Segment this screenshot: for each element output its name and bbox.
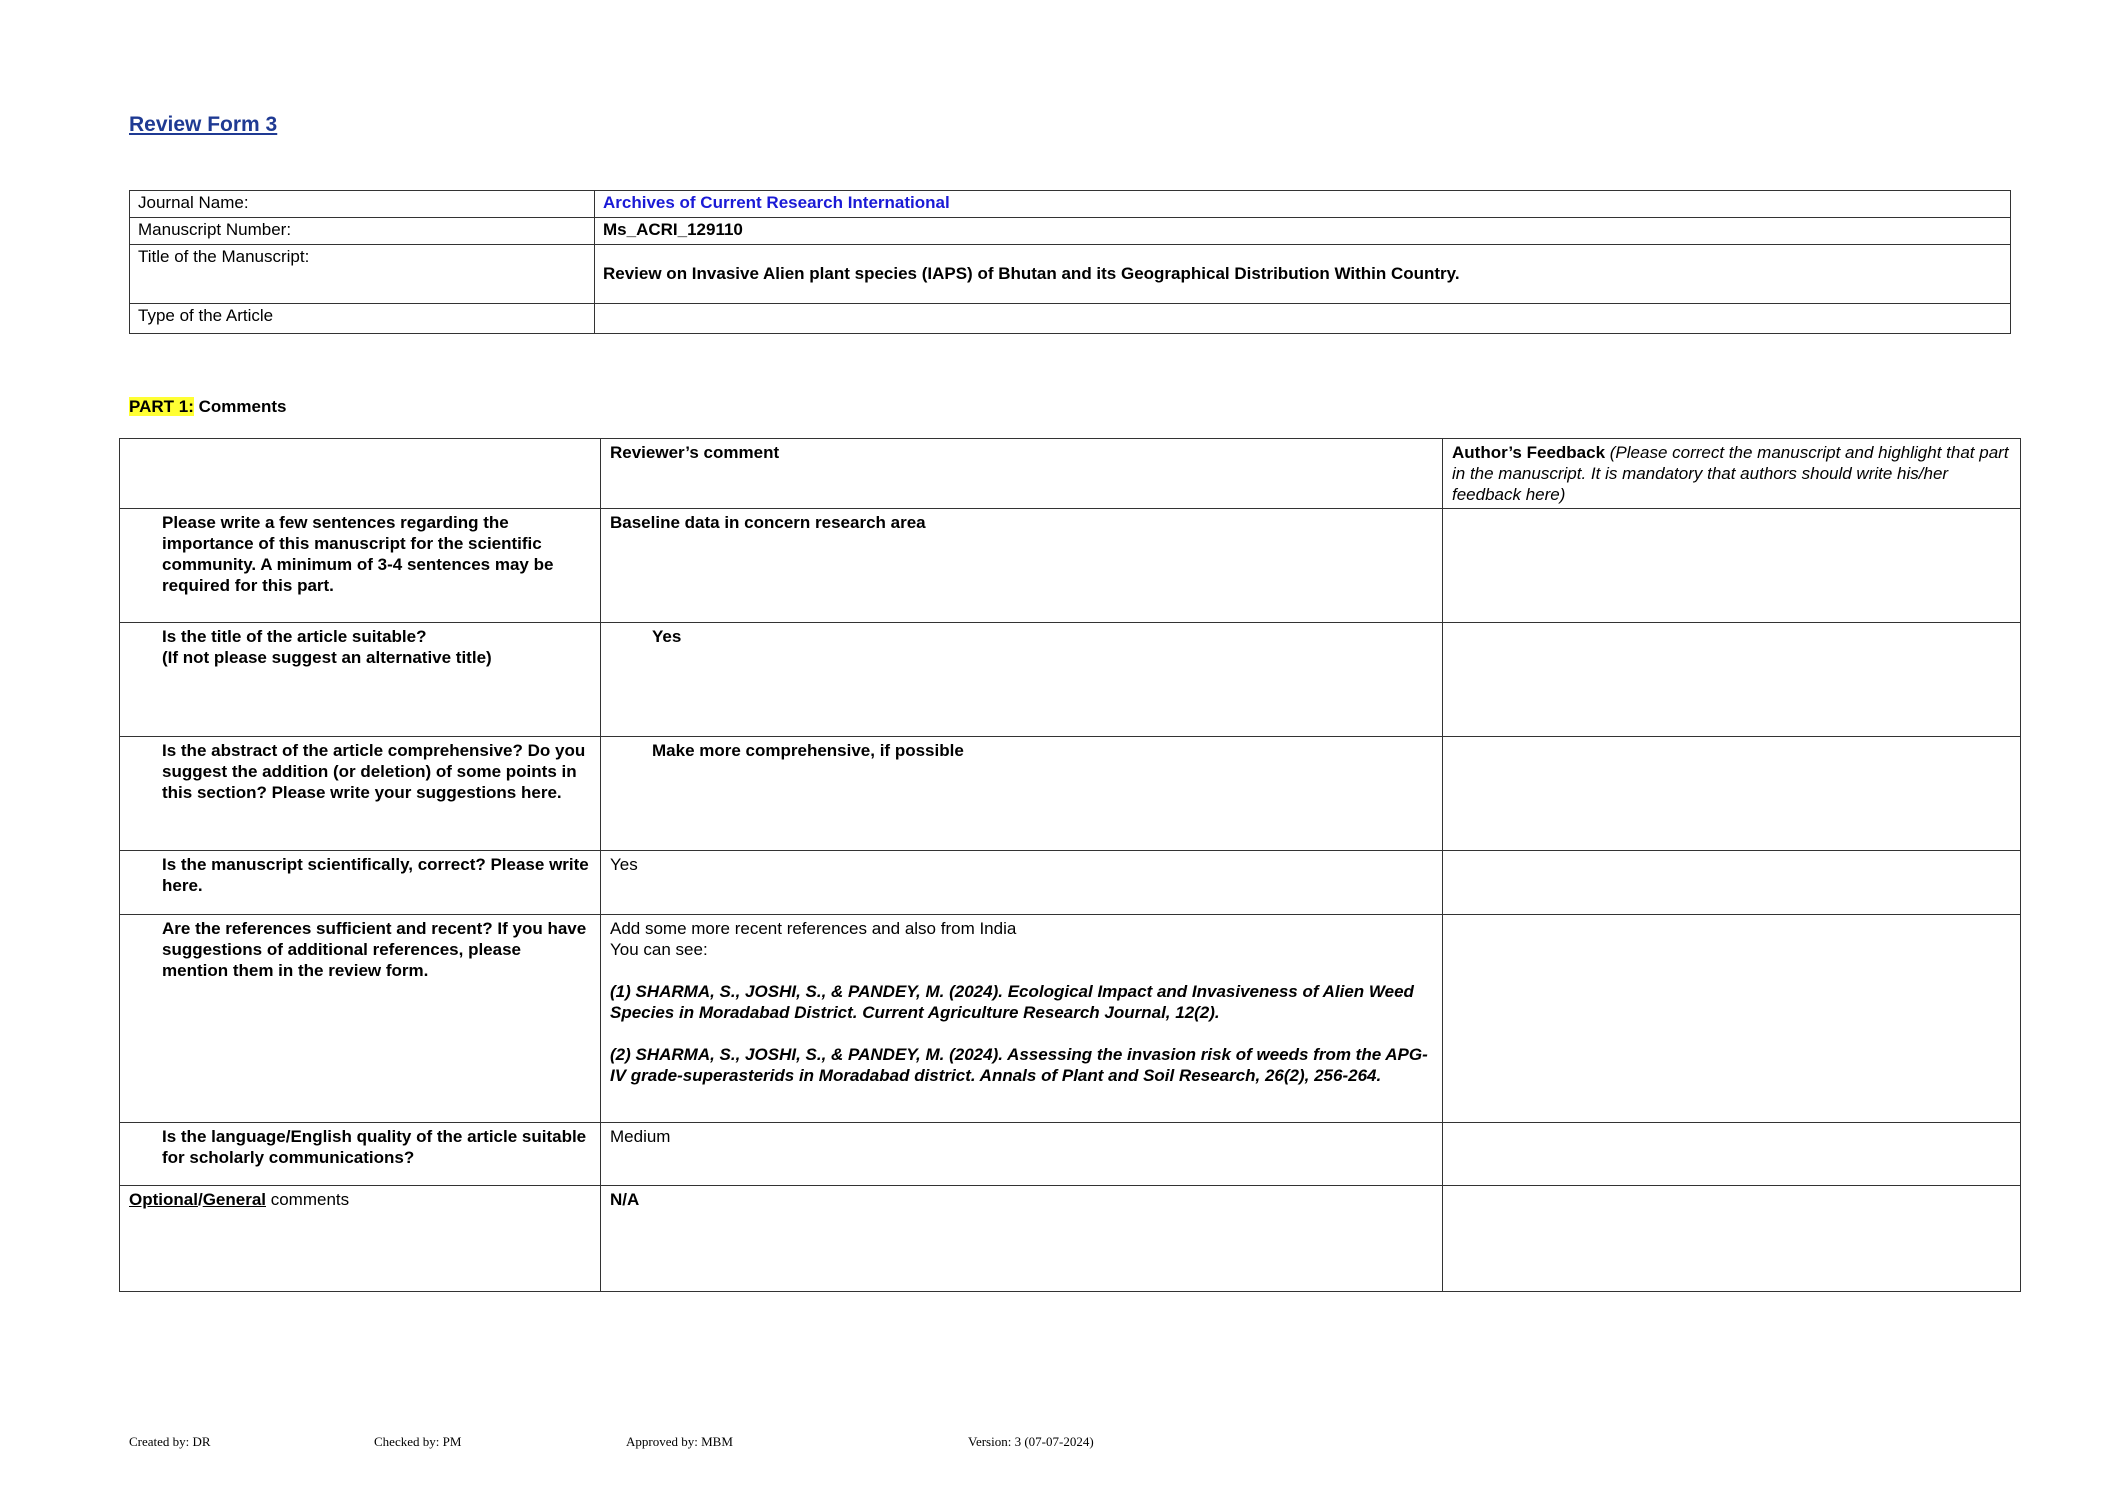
- reference-1: (1) SHARMA, S., JOSHI, S., & PANDEY, M. (2024). Ecological Impact and Invasiveness of Alien Weed Species in Moradabad District. Current Agriculture Research Journal, 12(2).: [610, 982, 1414, 1022]
- table-header-row: [120, 439, 2021, 509]
- article-type-value: [595, 304, 2011, 334]
- optional-word: Optional: [129, 1190, 198, 1209]
- table-row: [120, 623, 2021, 737]
- table-row: [120, 1186, 2021, 1292]
- journal-name: Archives of Current Research International: [595, 191, 2011, 218]
- author-feedback-cell[interactable]: [1443, 1186, 2021, 1292]
- question-title-line1: Is the title of the article suitable?: [162, 627, 427, 646]
- journal-label: Journal Name:: [130, 191, 595, 218]
- question-language: Is the language/English quality of the article suitable for scholarly communications?: [120, 1123, 601, 1186]
- author-feedback-cell[interactable]: [1443, 1123, 2021, 1186]
- references-line1: Add some more recent references and also from India: [610, 919, 1017, 938]
- table-row: [120, 737, 2021, 851]
- question-scientific: Is the manuscript scientifically, correct? Please write here.: [120, 851, 601, 915]
- author-feedback-cell[interactable]: [1443, 509, 2021, 623]
- answer-importance: Baseline data in concern research area: [601, 509, 1443, 623]
- manuscript-title: Review on Invasive Alien plant species (IAPS) of Bhutan and its Geographical Distribution Within Country.: [595, 245, 2011, 304]
- form-title: Review Form 3: [129, 113, 278, 136]
- manuscript-number-label: Manuscript Number:: [130, 218, 595, 245]
- comments-word: comments: [266, 1190, 350, 1209]
- table-row: [120, 1123, 2021, 1186]
- answer-scientific: Yes: [601, 851, 1443, 915]
- header-blank: [120, 439, 601, 509]
- question-references: Are the references sufficient and recent? If you have suggestions of additional references, please mention them in the review form.: [120, 915, 601, 1123]
- article-type-label: Type of the Article: [130, 304, 595, 334]
- answer-references: [601, 915, 1443, 1123]
- manuscript-title-label: Title of the Manuscript:: [130, 245, 595, 304]
- part1-label: PART 1:: [129, 397, 194, 416]
- question-importance: Please write a few sentences regarding the importance of this manuscript for the scientific community. A minimum of 3-4 sentences may be required for this part.: [120, 509, 601, 623]
- question-title-line2: (If not please suggest an alternative title): [162, 648, 492, 667]
- part1-heading: [129, 397, 286, 417]
- references-line2: You can see:: [610, 940, 708, 959]
- author-feedback-cell[interactable]: [1443, 915, 2021, 1123]
- table-row: [120, 851, 2021, 915]
- answer-title-suitable: [601, 623, 1443, 737]
- author-feedback-instruction: (Please correct the manuscript and highlight that part in the manuscript. It is mandatory that authors should write his/her feedback here): [1452, 443, 2009, 504]
- header-author-feedback: [1443, 439, 2021, 509]
- answer-abstract: [601, 737, 1443, 851]
- general-word: General: [202, 1190, 266, 1209]
- footer-checked-by: Checked by: PM: [374, 1434, 462, 1449]
- reference-2: (2) SHARMA, S., JOSHI, S., & PANDEY, M. (2024). Assessing the invasion risk of weeds from the APG-IV grade-superasterids in Moradabad district. Annals of Plant and Soil Research, 26(2), 256-264.: [610, 1045, 1428, 1085]
- question-abstract: Is the abstract of the article comprehensive? Do you suggest the addition (or deletion) of some points in this section? Please write your suggestions here.: [120, 737, 601, 851]
- footer-created-by: Created by: DR: [129, 1434, 211, 1449]
- footer-approved-by: Approved by: MBM: [626, 1434, 733, 1449]
- author-feedback-cell[interactable]: [1443, 851, 2021, 915]
- footer-version: Version: 3 (07-07-2024): [968, 1434, 1094, 1449]
- author-feedback-cell[interactable]: [1443, 737, 2021, 851]
- comments-table: [119, 438, 2021, 1292]
- table-row: [120, 915, 2021, 1123]
- optional-general-label: [120, 1186, 601, 1292]
- answer-title-text: Yes: [652, 627, 682, 646]
- manuscript-number: Ms_ACRI_129110: [595, 218, 2011, 245]
- answer-optional: N/A: [601, 1186, 1443, 1292]
- part1-title: Comments: [198, 397, 287, 416]
- answer-abstract-text: Make more comprehensive, if possible: [652, 741, 964, 760]
- question-title-suitable: [120, 623, 601, 737]
- answer-language: Medium: [601, 1123, 1443, 1186]
- optional-sep: /: [197, 1190, 203, 1209]
- manuscript-info-table: [129, 190, 2011, 334]
- author-feedback-cell[interactable]: [1443, 623, 2021, 737]
- author-feedback-title: Author’s Feedback: [1452, 443, 1606, 462]
- header-reviewer-comment: Reviewer’s comment: [601, 439, 1443, 509]
- table-row: [120, 509, 2021, 623]
